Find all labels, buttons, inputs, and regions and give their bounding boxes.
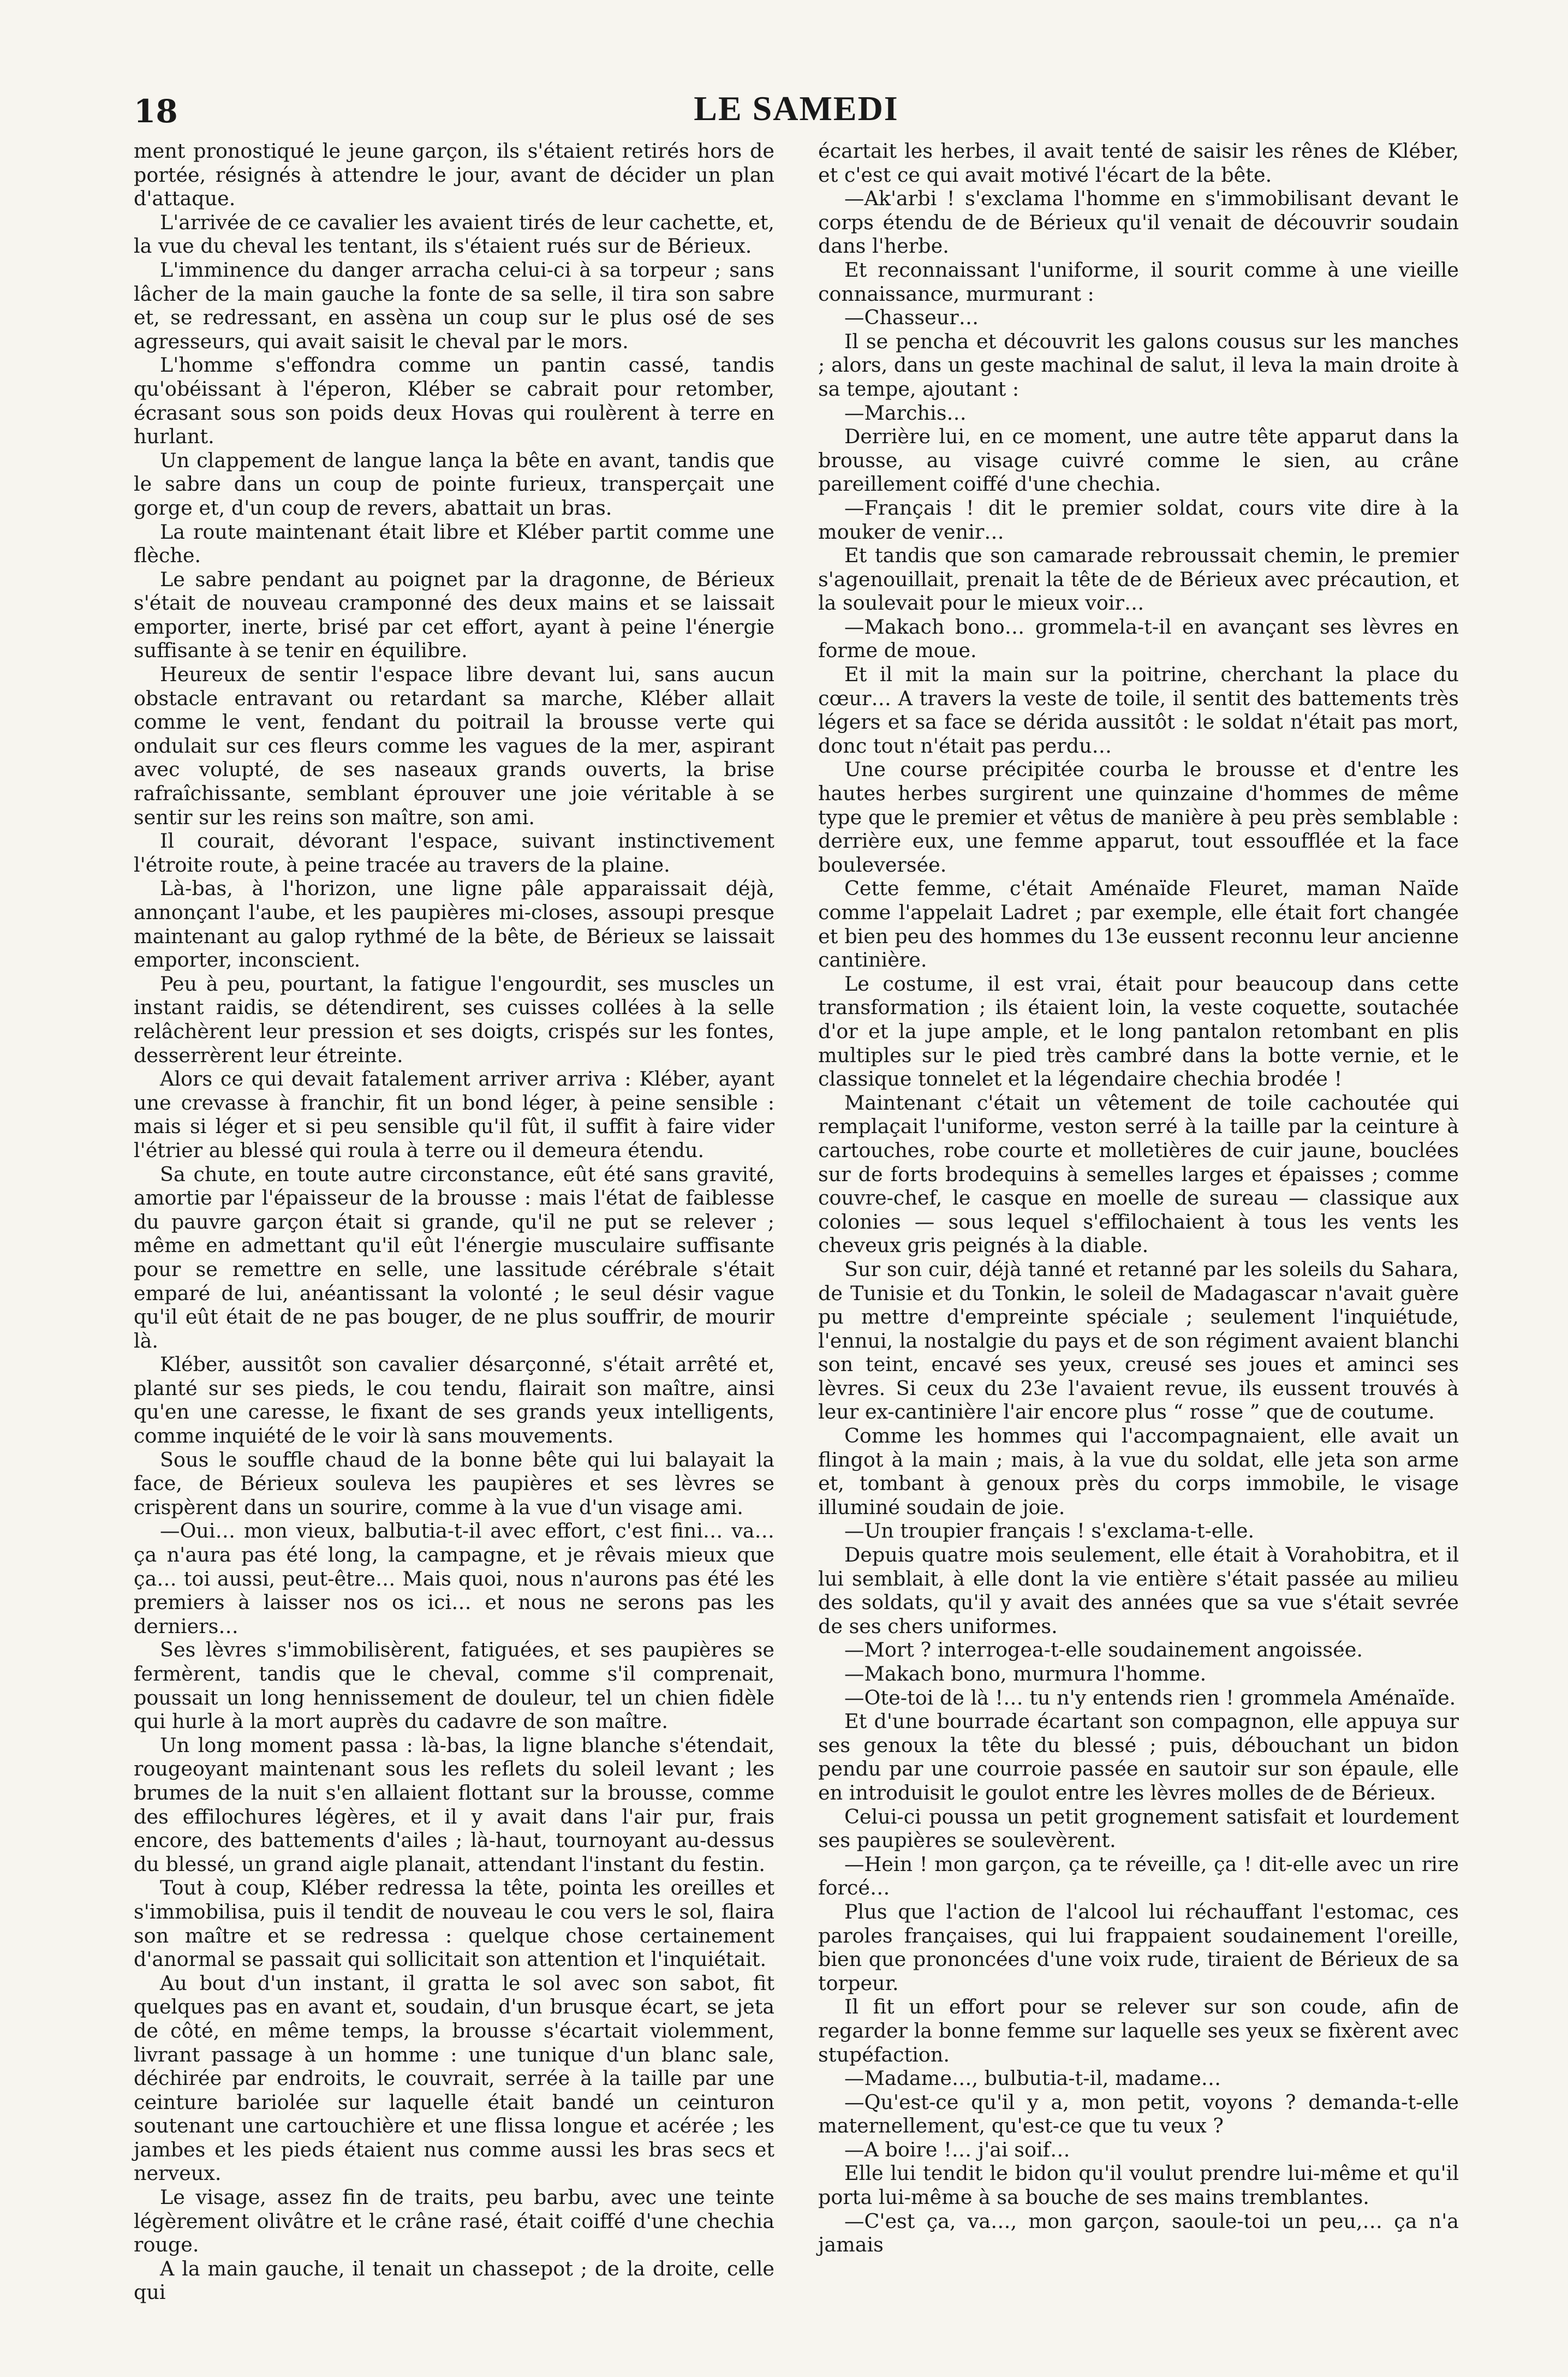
paragraph: Comme les hommes qui l'accompagnaient, elle avait un flingot à la main ; mais, à la vue du soldat, elle jeta son arme et, tombant à genoux près du corps immobile, le visage illuminé soudain de joie. [818,1424,1459,1519]
paragraph: Plus que l'action de l'alcool lui réchauffant l'estomac, ces paroles françaises, qui lui frappaient soudainement l'oreille, bien que prononcées d'une voix rude, tiraient de Bérieux de sa torpeur. [818,1899,1459,1995]
paragraph: Et reconnaissant l'uniforme, il sourit comme à une vieille connaissance, murmurant : [818,258,1459,306]
paragraph: Derrière lui, en ce moment, une autre tête apparut dans la brousse, au visage cuivré comme le sien, au crâne pareillement coiffé d'une chechia. [818,425,1459,496]
paragraph: Il se pencha et découvrit les galons cousus sur les manches ; alors, dans un geste machinal de salut, il leva la main droite à sa tempe, ajoutant : [818,329,1459,401]
paragraph: —Ote-toi de là !… tu n'y entends rien ! grommela Aménaïde. [844,1685,1456,1709]
paragraph: La route maintenant était libre et Kléber partit comme une flèche. [134,520,774,568]
paragraph: Celui-ci poussa un petit grognement satisfait et lourdement ses paupières se soulevèrent. [818,1804,1459,1852]
paragraph: —Un troupier français ! s'exclama-t-elle. [844,1519,1255,1543]
paragraph: Et tandis que son camarade rebroussait chemin, le premier s'agenouillait, prenait la tête de de Bérieux avec précaution, et la soulevait pour le mieux voir… [818,544,1459,615]
paragraph: —Madame…, bulbutia-t-il, madame… [844,2066,1221,2090]
paragraph: Il fit un effort pour se relever sur son coude, afin de regarder la bonne femme sur laquelle ses yeux se fixèrent avec stupéfaction. [818,1995,1459,2066]
paragraph: Le sabre pendant au poignet par la dragonne, de Bérieux s'était de nouveau cramponné des deux mains et se laissait emporter, inerte, brisé par cet effort, ayant à peine l'énergie suffisante à se tenir en équilibre. [134,567,774,663]
paragraph: —Chasseur… [844,306,979,330]
paragraph: Alors ce qui devait fatalement arriver arriva : Kléber, ayant une crevasse à franchir, fit un bond léger, à peine sensible : mais si léger et si peu sensible qu'il fût, il suffit à faire vider l'étrier au blessé qui roula à terre ou il demeura étendu. [134,1067,774,1162]
paragraph: —C'est ça, va…, mon garçon, saoule-toi un peu,… ça n'a jamais [818,2209,1459,2257]
page-number: 18 [134,93,178,130]
paragraph: Heureux de sentir l'espace libre devant lui, sans aucun obstacle entravant ou retardant sa marche, Kléber allait comme le vent, fendant du poitrail la brousse verte qui ondulait sur ces fleurs comme les vagues de la mer, aspirant avec volupté, de ses naseaux grands ouverts, la brise rafraîchissante, semblant éprouver une joie véritable à se sentir sur les reins son maître, son ami. [134,663,774,829]
paragraph: A la main gauche, il tenait un chassepot ; de la droite, celle qui [134,2256,774,2304]
paragraph: Tout à coup, Kléber redressa la tête, pointa les oreilles et s'immobilisa, puis il tendit de nouveau le cou vers le sol, flaira son maître et se redressa : quelque chose certainement d'anormal se passait qui sollicitait son attention et l'inquiétait. [134,1876,774,1971]
paragraph: L'homme s'effondra comme un pantin cassé, tandis qu'obéissant à l'éperon, Kléber se cabrait pour retomber, écrasant sous son poids deux Hovas qui roulèrent à terre en hurlant. [134,353,774,449]
paragraph: Depuis quatre mois seulement, elle était à Vorahobitra, et il lui semblait, à elle dont la vie entière s'était passée au milieu des soldats, qu'il y avait des années que sa vue s'était sevrée de ses chers uniformes. [818,1543,1459,1638]
paragraph: Sur son cuir, déjà tanné et retanné par les soleils du Sahara, de Tunisie et du Tonkin, le soleil de Madagascar n'avait guère pu mettre d'empreinte spéciale ; seulement l'inquiétude, l'ennui, la nostalgie du pays et de son régiment avaient blanchi son teint, encavé ses yeux, creusé ses joues et aminci ses lèvres. Si ceux du 23e l'avaient revue, ils eussent trouvés à leur ex-cantinière l'air encore plus “ rosse ” que de coutume. [818,1257,1459,1424]
right-column [818,139,1459,2304]
paragraph: Elle lui tendit le bidon qu'il voulut prendre lui-même et qu'il porta lui-même à sa bouche de ses mains tremblantes. [818,2161,1459,2209]
paragraph: —Oui… mon vieux, balbutia-t-il avec effort, c'est fini… va… ça n'aura pas été long, la campagne, et je rêvais mieux que ça… toi aussi, peut-être… Mais quoi, nous n'aurons pas été les premiers à laisser nos os ici… et nous ne serons pas les derniers… [134,1519,774,1638]
paragraph: Au bout d'un instant, il gratta le sol avec son sabot, fit quelques pas en avant et, soudain, d'un brusque écart, se jeta de côté, en même temps, la brousse s'écartait violemment, livrant passage à un homme : une tunique d'un blanc sale, déchirée par endroits, le couvrait, serrée à la taille par une ceinture bariolée sur laquelle était bandé un ceinturon soutenant une cartouchière et une flissa longue et acérée ; les jambes et les pieds étaient nus comme aussi les bras secs et nerveux. [134,1971,774,2185]
paragraph: Maintenant c'était un vêtement de toile cachoutée qui remplaçait l'uniforme, veston serré à la taille par la ceinture à cartouches, robe courte et molletières de cuir jaune, bouclées sur de forts brodequins à semelles larges et épaisses ; comme couvre-chef, le casque en moelle de sureau — classique aux colonies — sous lequel s'effilochaient à tous les vents les cheveux gris peignés à la diable. [818,1091,1459,1258]
paragraph: Kléber, aussitôt son cavalier désarçonné, s'était arrêté et, planté sur ses pieds, le cou tendu, flairait son maître, ainsi qu'en une caresse, le fixant de ses grands yeux intelligents, comme inquiété de le voir là sans mouvements. [134,1353,774,1448]
paragraph: Une course précipitée courba le brousse et d'entre les hautes herbes surgirent une quinzaine d'hommes de même type que le premier et vêtus de manière à peu près semblable : derrière eux, une femme apparut, tout essoufflée et la face bouleversée. [818,758,1459,877]
paragraph: Ses lèvres s'immobilisèrent, fatiguées, et ses paupières se fermèrent, tandis que le cheval, comme s'il comprenait, poussait un long hennissement de douleur, tel un chien fidèle qui hurle à la mort auprès du cadavre de son maître. [134,1638,774,1733]
paragraph: Peu à peu, pourtant, la fatigue l'engourdit, ses muscles un instant raidis, se détendirent, ses cuisses collées à la selle relâchèrent leur pression et ses doigts, crispés sur les fontes, desserrèrent leur étreinte. [134,972,774,1067]
running-title: LE SAMEDI [694,89,899,128]
left-column [134,139,774,2304]
paragraph: ment pronostiqué le jeune garçon, ils s'étaient retirés hors de portée, résignés à attendre le jour, avant de décider un plan d'attaque. [134,139,774,211]
text-columns [134,139,1459,2304]
paragraph: —Mort ? interrogea-t-elle soudainement angoissée. [844,1638,1363,1662]
paragraph: Sa chute, en toute autre circonstance, eût été sans gravité, amortie par l'épaisseur de la brousse : mais l'état de faiblesse du pauvre garçon était si grande, qu'il ne put se relever ; même en admettant qu'il eût l'énergie musculaire suffisante pour se remettre en selle, une lassitude cérébrale s'était emparé de lui, anéantissant la volonté ; le seul désir vague qu'il eût était de ne pas bouger, de ne plus souffrir, de mourir là. [134,1162,774,1353]
paragraph: L'arrivée de ce cavalier les avaient tirés de leur cachette, et, la vue du cheval les tentant, ils s'étaient rués sur de Bérieux. [134,210,774,258]
paragraph: Et d'une bourrade écartant son compagnon, elle appuya sur ses genoux la tête du blessé ; puis, débouchant un bidon pendu par une courroie passée en sautoir sur son épaule, elle en introduisit le goulot entre les lèvres molles de de Bérieux. [818,1709,1459,1804]
paragraph: —Hein ! mon garçon, ça te réveille, ça ! dit-elle avec un rire forcé… [818,1852,1459,1900]
paragraph: Sous le souffle chaud de la bonne bête qui lui balayait la face, de Bérieux souleva les paupières et ses lèvres se crispèrent dans un sourire, comme à la vue d'un visage ami. [134,1447,774,1519]
paragraph: —Makach bono, murmura l'homme. [844,1662,1207,1685]
paragraph: Le costume, il est vrai, était pour beaucoup dans cette transformation ; ils étaient loin, la veste coquette, soutachée d'or et la jupe ample, et le long pantalon retombant en plis multiples sur le pied très cambré dans la botte vernie, et le classique tonnelet et la légendaire chechia brodée ! [818,972,1459,1091]
paragraph: —Marchis… [844,401,967,425]
paragraph: Là-bas, à l'horizon, une ligne pâle apparaissait déjà, annonçant l'aube, et les paupières mi-closes, assoupi presque maintenant au galop rythmé de la bête, de Bérieux se laissait emporter, inconscient. [134,877,774,972]
paragraph: —Makach bono… grommela-t-il en avançant ses lèvres en forme de moue. [818,615,1459,663]
paragraph: L'imminence du danger arracha celui-ci à sa torpeur ; sans lâcher de la main gauche la fonte de sa selle, il tira son sabre et, se redressant, en assèna un coup sur le plus osé de ses agresseurs, qui avait saisit le cheval par le mors. [134,258,774,353]
paragraph: —A boire !… j'ai soif… [844,2137,1070,2161]
paragraph: Un long moment passa : là-bas, la ligne blanche s'étendait, rougeoyant maintenant sous les reflets du soleil levant ; les brumes de la nuit s'en allaient flottant sur la brousse, comme des effilochures légères, et il y avait dans l'air pur, frais encore, des battements d'ailes ; là-haut, tournoyant au-dessus du blessé, un grand aigle planait, attendant l'instant du festin. [134,1733,774,1876]
paragraph: Il courait, dévorant l'espace, suivant instinctivement l'étroite route, à peine tracée au travers de la plaine. [134,829,774,877]
paragraph: Cette femme, c'était Aménaïde Fleuret, maman Naïde comme l'appelait Ladret ; par exemple, elle était fort changée et bien peu des hommes du 13e eussent reconnu leur ancienne cantinière. [818,877,1459,972]
paragraph: —Ak'arbi ! s'exclama l'homme en s'immobilisant devant le corps étendu de de Bérieux qu'il venait de découvrir soudain dans l'herbe. [818,187,1459,258]
paragraph: Le visage, assez fin de traits, peu barbu, avec une teinte légèrement olivâtre et le crâne rasé, était coiffé d'une chechia rouge. [134,2185,774,2257]
paragraph: Un clappement de langue lança la bête en avant, tandis que le sabre dans un coup de pointe furieux, transperçait une gorge et, d'un coup de revers, abattait un bras. [134,448,774,520]
page-header [134,82,1459,134]
paragraph: —Français ! dit le premier soldat, cours vite dire à la mouker de venir… [818,496,1459,544]
paragraph: écartait les herbes, il avait tenté de saisir les rênes de Kléber, et c'est ce qui avait motivé l'écart de la bête. [818,139,1459,187]
paragraph: Et il mit la main sur la poitrine, cherchant la place du cœur… A travers la veste de toile, il sentit des battements très légers et sa face se dérida aussitôt : le soldat n'était pas mort, donc tout n'était pas perdu… [818,663,1459,758]
paragraph: —Qu'est-ce qu'il y a, mon petit, voyons ? demanda-t-elle maternellement, qu'est-ce que tu veux ? [818,2090,1459,2138]
